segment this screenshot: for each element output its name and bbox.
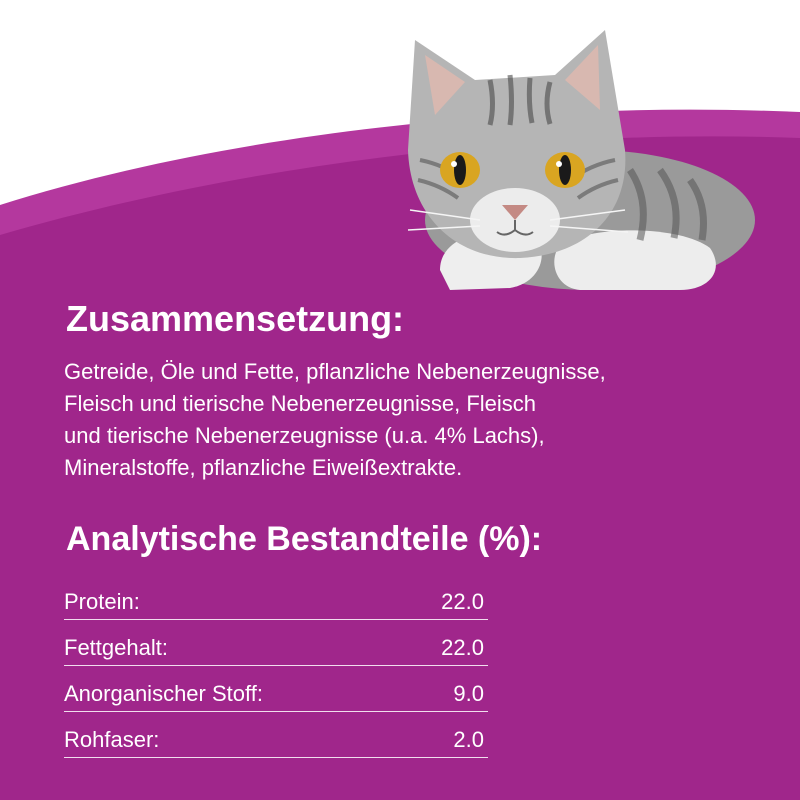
row-value: 22.0	[441, 589, 484, 614]
row-value: 22.0	[441, 635, 484, 660]
row-label: Protein:	[64, 589, 140, 614]
table-row	[64, 624, 488, 666]
composition-line: und tierische Nebenerzeugnisse (u.a. 4% Lachs),	[64, 423, 545, 448]
composition-line: Fleisch und tierische Nebenerzeugnisse, Fleisch	[64, 391, 537, 416]
row-label: Fettgehalt:	[64, 635, 168, 660]
table-row	[64, 670, 488, 712]
composition-heading: Zusammensetzung:	[66, 298, 405, 339]
composition-line: Mineralstoffe, pflanzliche Eiweißextrakte.	[64, 455, 463, 480]
row-value: 2.0	[453, 727, 484, 752]
row-label: Anorganischer Stoff:	[64, 681, 263, 706]
cat-photo	[380, 20, 760, 290]
table-row	[64, 716, 488, 758]
composition-text	[64, 356, 606, 484]
analysis-heading: Analytische Bestandteile (%):	[66, 520, 543, 558]
composition-line: Getreide, Öle und Fette, pflanzliche Nebenerzeugnisse,	[64, 359, 606, 384]
row-value: 9.0	[453, 681, 484, 706]
analysis-table	[64, 578, 488, 758]
table-row	[64, 578, 488, 620]
row-label: Rohfaser:	[64, 727, 160, 752]
